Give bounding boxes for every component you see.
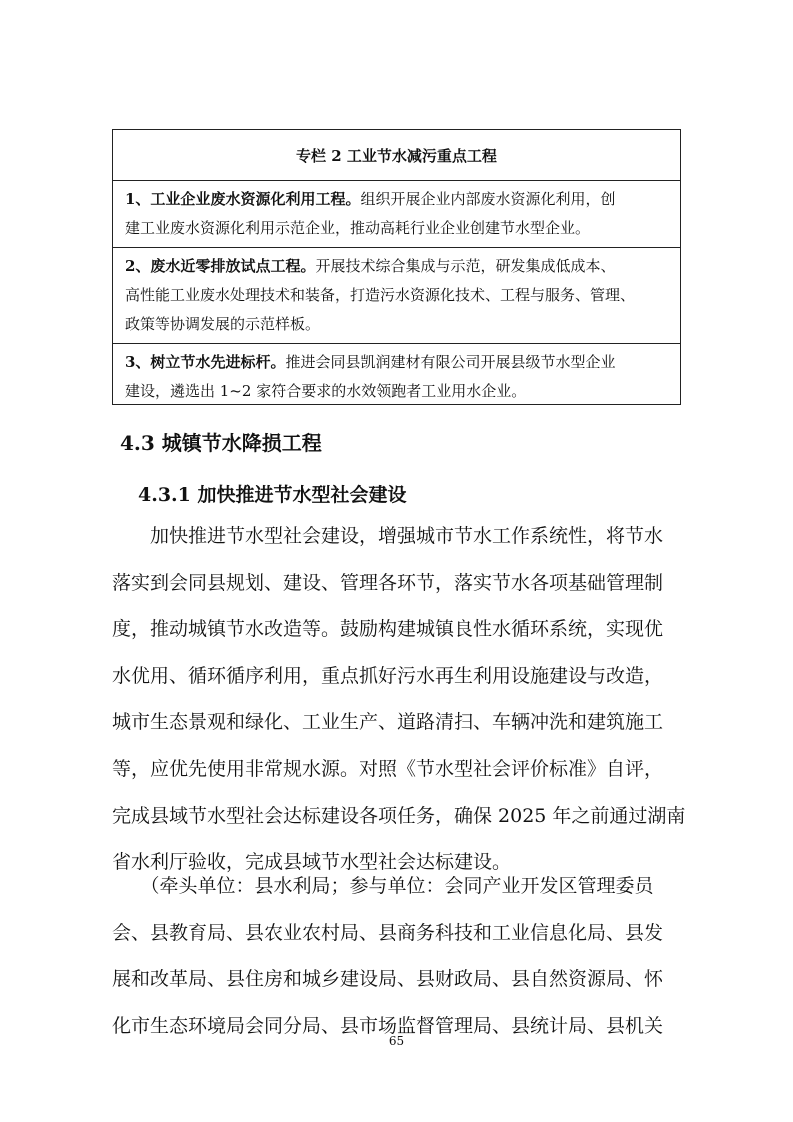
paragraph-line: 完成县域节水型社会达标建设各项任务，确保 2025 年之前通过湖南 [112, 804, 686, 827]
paragraph-line: 会、县教育局、县农业农村局、县商务科技和工业信息化局、县发 [112, 921, 664, 944]
paragraph-line: 城市生态景观和绿化、工业生产、道路清扫、车辆冲洗和建筑施工 [112, 711, 664, 734]
box-title: 专栏 2 工业节水减污重点工程 [113, 130, 680, 181]
subsection-heading: 4.3.1 加快推进节水型社会建设 [138, 484, 407, 506]
box-item-heading: 3、树立节水先进标杆。 [125, 353, 286, 371]
box-item-text: 高性能工业废水处理技术和装备，打造污水资源化技术、工程与服务、管理、 [125, 286, 636, 304]
box-item-text: 建工业废水资源化利用示范企业，推动高耗行业企业创建节水型企业。 [125, 219, 591, 237]
box-item-line [125, 281, 670, 310]
box-item-1 [113, 181, 680, 248]
paragraph-line: 等，应优先使用非常规水源。对照《节水型社会评价标准》自评， [112, 757, 664, 780]
box-item-text: 推进会同县凯润建材有限公司开展县级节水型企业 [285, 353, 616, 371]
box-item-text: 政策等协调发展的示范样板。 [125, 315, 321, 333]
paragraph-line: （牵头单位：县水利局；参与单位：会同产业开发区管理委员 [112, 875, 654, 897]
box-item-line [125, 348, 670, 377]
paragraph-1 [112, 513, 687, 886]
section-heading: 4.3 城镇节水降损工程 [120, 431, 322, 455]
paragraph-line: 加快推进节水型社会建设，增强城市节水工作系统性，将节水 [112, 525, 664, 547]
box-item-line [125, 185, 670, 214]
paragraph-line: 省水利厅验收，完成县域节水型社会达标建设。 [112, 851, 512, 874]
box-item-2 [113, 248, 680, 344]
box-item-heading: 2、废水近零排放试点工程。 [125, 257, 316, 275]
box-item-text: 开展技术综合集成与示范，研发集成低成本、 [315, 257, 616, 275]
paragraph-line: 度，推动城镇节水改造等。鼓励构建城镇良性水循环系统，实现优 [112, 618, 664, 641]
box-item-text: 建设，遴选出 1~2 家符合要求的水效领跑者工业用水企业。 [125, 382, 527, 400]
box-item-line [125, 377, 670, 406]
paragraph-line: 化市生态环境局会同分局、县市场监督管理局、县统计局、县机关 [112, 1014, 664, 1037]
box-item-line [125, 252, 670, 281]
box-item-text: 组织开展企业内部废水资源化利用，创 [360, 190, 616, 208]
feature-box [112, 129, 681, 405]
box-item-3 [113, 344, 680, 410]
paragraph-2 [112, 863, 687, 1049]
box-item-heading: 1、工业企业废水资源化利用工程。 [125, 190, 361, 208]
paragraph-line: 落实到会同县规划、建设、管理各环节，落实节水各项基础管理制 [112, 571, 664, 594]
box-item-line [125, 310, 670, 339]
paragraph-line: 水优用、循环循序利用，重点抓好污水再生利用设施建设与改造， [112, 664, 664, 687]
box-item-line [125, 214, 670, 243]
paragraph-line: 展和改革局、县住房和城乡建设局、县财政局、县自然资源局、怀 [112, 968, 664, 991]
page-number: 65 [388, 1034, 405, 1048]
